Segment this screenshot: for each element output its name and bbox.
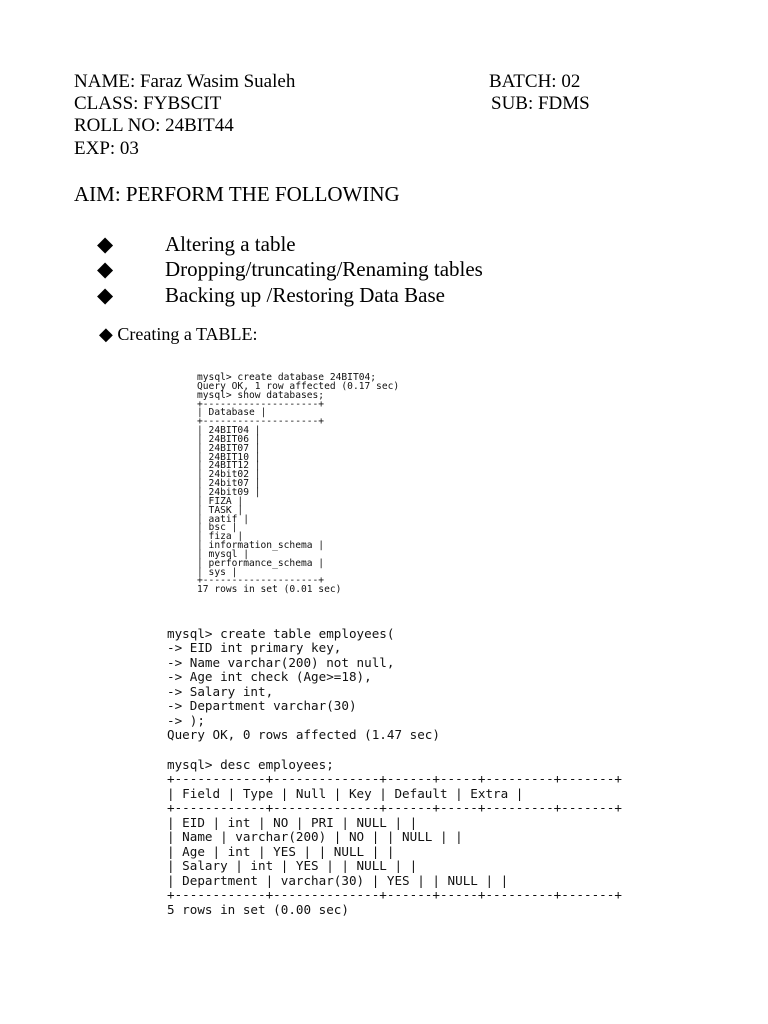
diamond-bullet-icon: ◆ [97,232,114,256]
list-item-text: Altering a table [165,232,296,256]
terminal-line: | Salary | int | YES | | NULL | | [167,858,418,874]
subject: SUB: FDMS [491,93,590,114]
terminal-line: | performance_schema | [197,557,325,569]
terminal-line: | fiza | [197,531,244,543]
class: CLASS: FYBSCIT [74,93,222,114]
terminal-line: -> Age int check (Age>=18), [167,669,372,685]
terminal-line: | EID | int | NO | PRI | NULL | | [167,814,418,830]
list-item-text: Backing up /Restoring Data Base [165,283,445,307]
roll-number: ROLL NO: 24BIT44 [74,115,234,136]
section-heading [99,324,258,345]
terminal-line: | mysql | [197,548,249,560]
terminal-line: | Age | int | YES | | NULL | | [167,843,395,859]
terminal-line: | 24BIT12 | [197,460,261,472]
terminal-line: -> EID int primary key, [167,640,342,656]
experiment-number: EXP: 03 [74,138,139,159]
terminal-line: 5 rows in set (0.00 sec) [167,901,349,917]
batch: BATCH: 02 [489,71,581,92]
terminal-line: | 24BIT04 | [197,425,261,437]
terminal-line: | sys | [197,566,238,578]
terminal-line: | 24bit09 | [197,486,261,498]
terminal-screenshot-create-table [167,627,440,743]
terminal-line: +------------+--------------+------+-----+---------+-------+ [167,887,622,903]
terminal-line: | Field | Type | Null | Key | Default | Extra | [167,785,524,801]
terminal-line: mysql> create database 24BIT04; [197,372,377,383]
terminal-line: | information_schema | [197,540,325,552]
terminal-line: | aatif | [197,513,249,525]
terminal-line: +------------+--------------+------+-----+---------+-------+ [167,800,622,816]
terminal-line: Query OK, 0 rows affected (1.47 sec) [167,727,440,743]
terminal-line: | 24BIT06 | [197,433,261,445]
terminal-line: -> ); [167,712,205,728]
terminal-line: -> Salary int, [167,683,274,699]
terminal-line: | 24BIT10 | [197,451,261,463]
terminal-line: | 24bit02 | [197,469,261,481]
list-item [97,283,445,308]
diamond-bullet-icon: ◆ [97,283,114,307]
terminal-line: | FIZA | [197,495,244,507]
list-item-text: Dropping/truncating/Renaming tables [165,257,483,281]
terminal-line: mysql> desc employees; [167,757,334,772]
terminal-line: | Department | varchar(30) | YES | | NULL | | [167,872,509,888]
diamond-bullet-icon: ◆ [99,324,113,344]
student-name: NAME: Faraz Wasim Sualeh [74,71,296,92]
terminal-line: +--------------------+ [197,575,325,587]
terminal-screenshot-desc-table [167,758,622,917]
terminal-line: | 24BIT07 | [197,442,261,454]
terminal-line: -> Department varchar(30) [167,698,357,714]
terminal-line: Query OK, 1 row affected (0.17 sec) [197,380,400,392]
list-item [97,257,483,282]
terminal-line: mysql> show databases; [197,389,325,401]
terminal-line: | 24bit07 | [197,478,261,490]
terminal-line: mysql> create table employees( [167,626,395,641]
terminal-line: -> Name varchar(200) not null, [167,654,395,670]
terminal-line: | Database | [197,407,267,419]
terminal-line: +------------+--------------+------+-----+---------+-------+ [167,771,622,787]
terminal-line: +--------------------+ [197,416,325,428]
section-heading-text: Creating a TABLE: [117,324,258,344]
terminal-line: | bsc | [197,522,238,534]
terminal-line: +--------------------+ [197,398,325,410]
terminal-line: | Name | varchar(200) | NO | | NULL | | [167,829,463,845]
aim-heading: AIM: PERFORM THE FOLLOWING [74,182,400,206]
diamond-bullet-icon: ◆ [97,257,114,281]
terminal-screenshot-databases [197,374,399,595]
terminal-line: 17 rows in set (0.01 sec) [197,584,342,596]
terminal-line: | TASK | [197,504,244,516]
list-item [97,232,296,257]
